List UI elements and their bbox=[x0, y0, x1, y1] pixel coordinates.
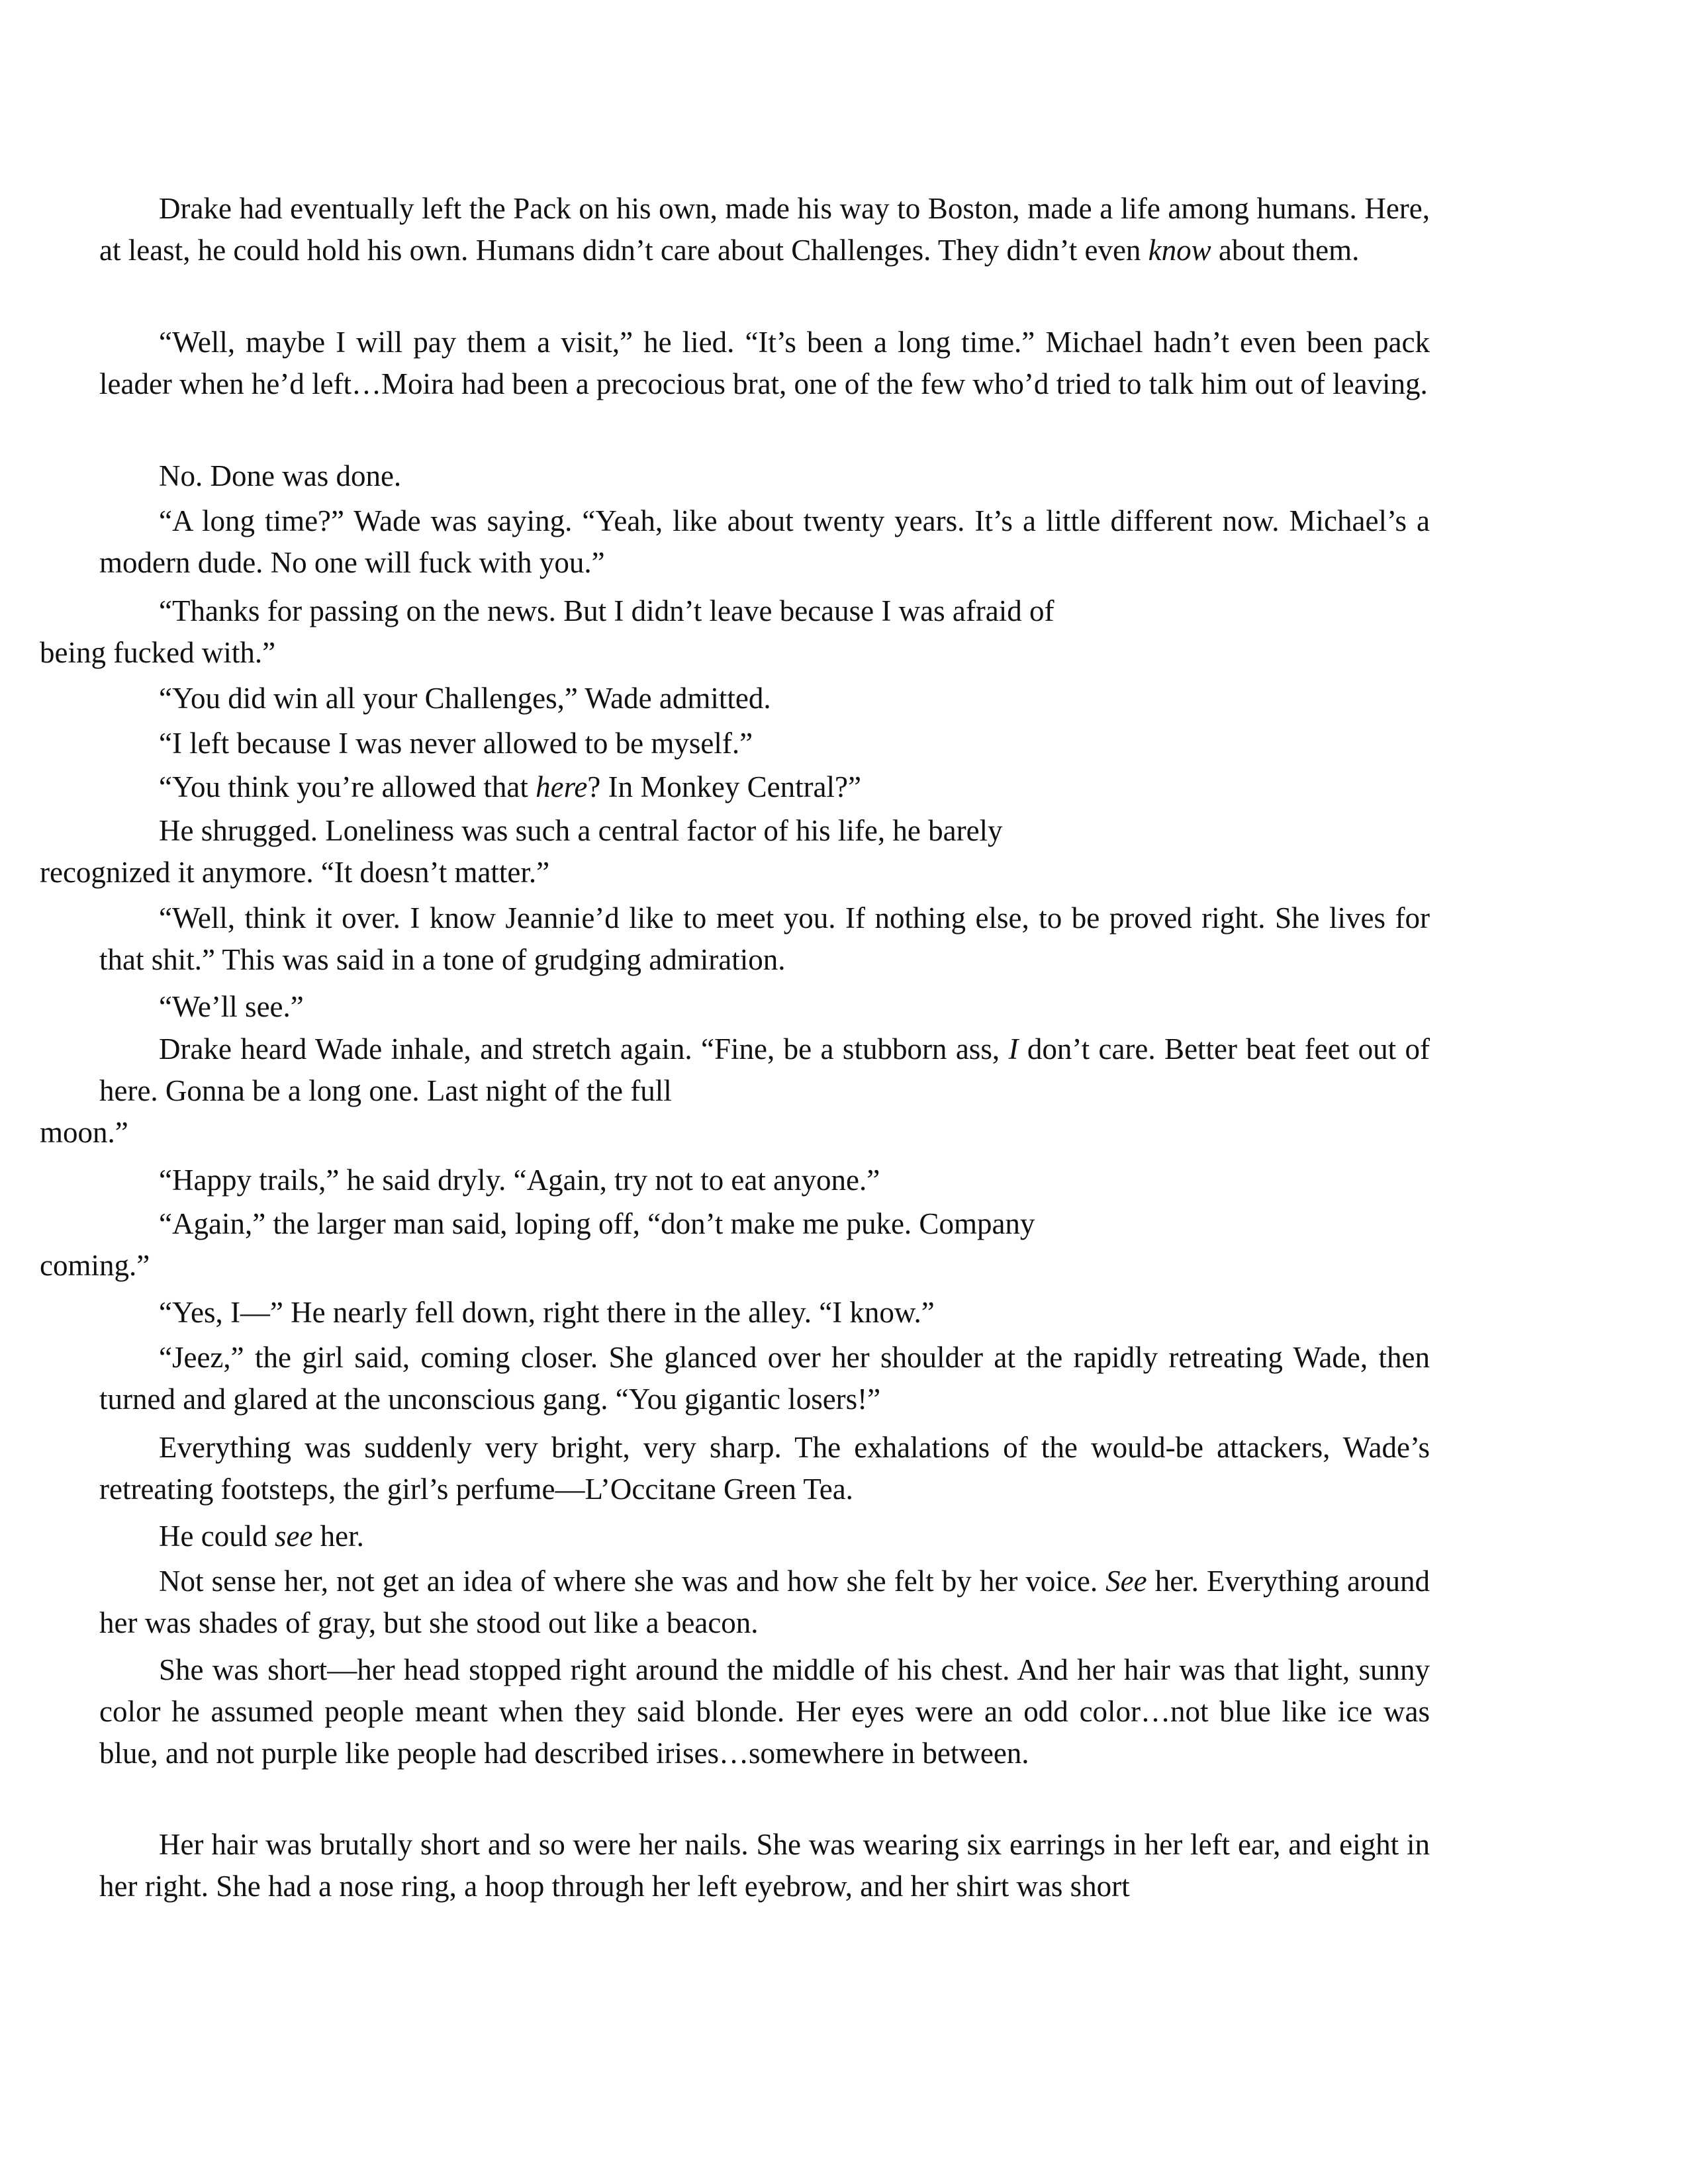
text-run: “Happy trails,” he said dryly. “Again, try not to eat anyone.” bbox=[159, 1163, 880, 1197]
text-run: ? In Monkey Central?” bbox=[587, 770, 861, 803]
text-run: “A long time?” Wade was saying. “Yeah, like about twenty years. It’s a little different now. Michael’s a modern dude. No one will fuck with you.” bbox=[99, 504, 1430, 579]
paragraph-line: “Thanks for passing on the news. But I didn’t leave because I was afraid of bbox=[159, 594, 1055, 627]
text-run: don’t care. Better beat feet out of here. Gonna be a long one. Last night of the full bbox=[99, 1032, 1430, 1107]
paragraph-2 bbox=[99, 322, 1430, 405]
text-run: “You did win all your Challenges,” Wade admitted. bbox=[159, 682, 771, 715]
book-page bbox=[40, 0, 1430, 2184]
text-run: her. bbox=[312, 1520, 364, 1553]
paragraph-15 bbox=[99, 1292, 1430, 1334]
paragraph-7 bbox=[99, 723, 1430, 764]
text-run: Drake had eventually left the Pack on his own, made his way to Boston, made a life among humans. Here, at least, he could hold his own. Humans didn’t care about Challenges. They didn’t even bbox=[99, 192, 1430, 267]
paragraph-10 bbox=[99, 897, 1430, 981]
text-run: Not sense her, not get an idea of where she was and how she felt by her voice. bbox=[159, 1565, 1106, 1598]
paragraph-line: “Again,” the larger man said, loping off, “don’t make me puke. Company bbox=[159, 1207, 1035, 1240]
paragraph-1 bbox=[99, 188, 1430, 271]
paragraph-line: He shrugged. Loneliness was such a central factor of his life, he barely bbox=[159, 814, 1003, 847]
text-run: “Well, think it over. I know Jeannie’d like to meet you. If nothing else, to be proved right. She lives for that shit.” This was said in a tone of grudging admiration. bbox=[99, 901, 1430, 976]
paragraph-21 bbox=[99, 1824, 1430, 1907]
text-run: “We’ll see.” bbox=[159, 990, 304, 1023]
paragraph-9 bbox=[40, 810, 1430, 893]
paragraph-4 bbox=[99, 500, 1430, 584]
text-run: Her hair was brutally short and so were her nails. She was wearing six earrings in her left ear, and eight in her right. She had a nose ring, a hoop through her left eyebrow, and her shirt was short bbox=[99, 1828, 1430, 1903]
text-run: “Jeez,” the girl said, coming closer. She glanced over her shoulder at the rapidly retreating Wade, then turned and glared at the unconscious gang. “You gigantic losers!” bbox=[99, 1341, 1430, 1416]
italic-text: I bbox=[1008, 1032, 1019, 1066]
paragraph-11 bbox=[99, 986, 1430, 1028]
paragraph-20 bbox=[99, 1649, 1430, 1774]
paragraph-3 bbox=[99, 455, 1430, 497]
text-run: her. Everything around her was shades of gray, but she stood out like a beacon. bbox=[99, 1565, 1430, 1639]
text-run: No. Done was done. bbox=[159, 459, 402, 492]
paragraph-tail: moon.” bbox=[40, 1116, 128, 1149]
text-run: She was short—her head stopped right around the middle of his chest. And her hair was that light, sunny color he assumed people meant when they said blonde. Her eyes were an odd color…not blue like ice was blue, and not purple like people had described irises…somewhere in between. bbox=[99, 1653, 1430, 1770]
paragraph-line: being fucked with.” bbox=[40, 636, 276, 669]
text-run: “Well, maybe I will pay them a visit,” he lied. “It’s been a long time.” Michael hadn’t even been pack leader when he’d left…Moira had been a precocious brat, one of the few who’d tried to talk him out of leaving. bbox=[99, 326, 1430, 400]
paragraph-12 bbox=[40, 1028, 1430, 1154]
paragraph-13 bbox=[99, 1160, 1430, 1201]
paragraph-17 bbox=[99, 1427, 1430, 1510]
text-run: “I left because I was never allowed to be myself.” bbox=[159, 727, 753, 760]
paragraph-8 bbox=[99, 766, 1430, 808]
italic-text: here bbox=[536, 770, 588, 803]
paragraph-16 bbox=[99, 1337, 1430, 1420]
text-run: He could bbox=[159, 1520, 275, 1553]
text-run: “Yes, I—” He nearly fell down, right there in the alley. “I know.” bbox=[159, 1296, 935, 1329]
text-run: Everything was suddenly very bright, very sharp. The exhalations of the would-be attackers, Wade’s retreating footsteps, the girl’s perfume—L’Occitane Green Tea. bbox=[99, 1431, 1430, 1506]
paragraph-line: coming.” bbox=[40, 1249, 150, 1282]
paragraph-line: recognized it anymore. “It doesn’t matter.” bbox=[40, 856, 550, 889]
paragraph-19 bbox=[99, 1561, 1430, 1644]
paragraph-14 bbox=[40, 1203, 1430, 1287]
text-run: Drake heard Wade inhale, and stretch again. “Fine, be a stubborn ass, bbox=[159, 1032, 1009, 1066]
italic-text: know bbox=[1148, 234, 1211, 267]
paragraph-6 bbox=[99, 678, 1430, 719]
text-run: “You think you’re allowed that bbox=[159, 770, 536, 803]
text-run: about them. bbox=[1211, 234, 1360, 267]
paragraph-5 bbox=[40, 590, 1430, 674]
italic-text: see bbox=[274, 1520, 313, 1553]
paragraph-18 bbox=[99, 1516, 1430, 1557]
italic-text: See bbox=[1105, 1565, 1147, 1598]
